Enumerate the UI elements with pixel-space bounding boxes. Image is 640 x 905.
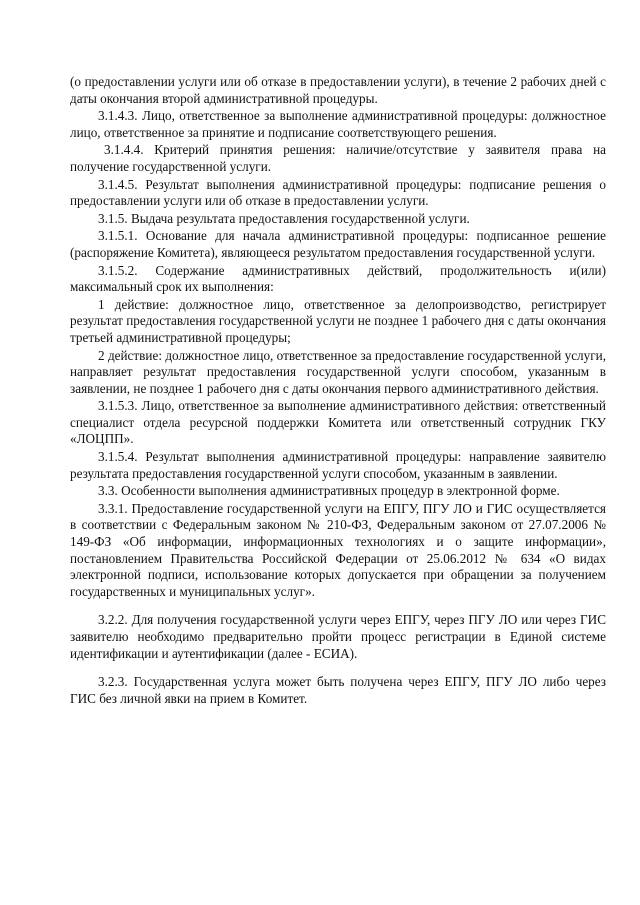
paragraph-3-2-3: 3.2.3. Государственная услуга может быть получена через ЕПГУ, ПГУ ЛО либо через ГИС без личной явки на прием в Комитет. [70, 674, 606, 706]
paragraph-3-1-5: 3.1.5. Выдача результата предоставления государственной услуги. [98, 210, 470, 226]
paragraph-continuation: (о предоставлении услуги или об отказе в предоставлении услуги), в течение 2 рабочих дней с даты окончания второй административной процедуры. [70, 74, 606, 106]
paragraph-3-1-5-4: 3.1.5.4. Результат выполнения административной процедуры: направление заявителю результата предоставления государственной услуги способом, указанным в заявлении. [70, 449, 606, 481]
paragraph-action-2: 2 действие: должностное лицо, ответственное за предоставление государственной услуги, направляет результат предоставления государственной услуги способом, указанным в заявлении, не позднее 1 рабочего дня с даты окончания первого административного действия. [70, 347, 606, 396]
paragraph-3-2-2: 3.2.2. Для получения государственной услуги через ЕПГУ, через ПГУ ЛО или через ГИС заявителю необходимо предварительно пройти процесс регистрации в Единой системе идентификации и аутентификации (далее - ЕСИА). [70, 612, 606, 661]
paragraph-3-1-4-4: 3.1.4.4. Критерий принятия решения: наличие/отсутствие у заявителя права на получение государственной услуги. [70, 142, 606, 174]
paragraph-3-1-4-5: 3.1.4.5. Результат выполнения административной процедуры: подписание решения о предоставлении услуги или об отказе в предоставлении услуги. [70, 176, 606, 209]
paragraph-3-1-5-1: 3.1.5.1. Основание для начала административной процедуры: подписанное решение (распоряжение Комитета), являющееся результатом предоставления государственной услуги. [70, 228, 606, 260]
paragraph-3-1-4-3: 3.1.4.3. Лицо, ответственное за выполнение административной процедуры: должностное лицо, ответственное за принятие и подписание соответствующего решения. [70, 108, 606, 140]
paragraph-3-3: 3.3. Особенности выполнения административных процедур в электронной форме. [98, 483, 560, 499]
paragraph-3-3-1: 3.3.1. Предоставление государственной услуги на ЕПГУ, ПГУ ЛО и ГИС осуществляется в соответствии с Федеральным законом № 210-ФЗ, Федеральным законом от 27.07.2006 № 149-ФЗ «Об информации, информационных технологиях и о защите информации», постановлением Правительства Российской Федерации от 25.06.2012 № 634 «О видах электронной подписи, использование которых допускается при обращении за получением государственных и муниципальных услуг». [70, 500, 606, 599]
paragraph-3-1-5-3: 3.1.5.3. Лицо, ответственное за выполнение административного действия: ответственный специалист отдела ресурсной поддержки Комитета или ответственный сотрудник ГКУ «ЛОЦПП». [70, 398, 606, 447]
paragraph-3-1-5-2: 3.1.5.2. Содержание административных действий, продолжительность и(или) максимальный срок их выполнения: [70, 262, 606, 295]
paragraph-action-1: 1 действие: должностное лицо, ответственное за делопроизводство, регистрирует результат предоставления государственной услуги не позднее 1 рабочего дня с даты окончания третьей административной процедуры; [70, 296, 606, 345]
